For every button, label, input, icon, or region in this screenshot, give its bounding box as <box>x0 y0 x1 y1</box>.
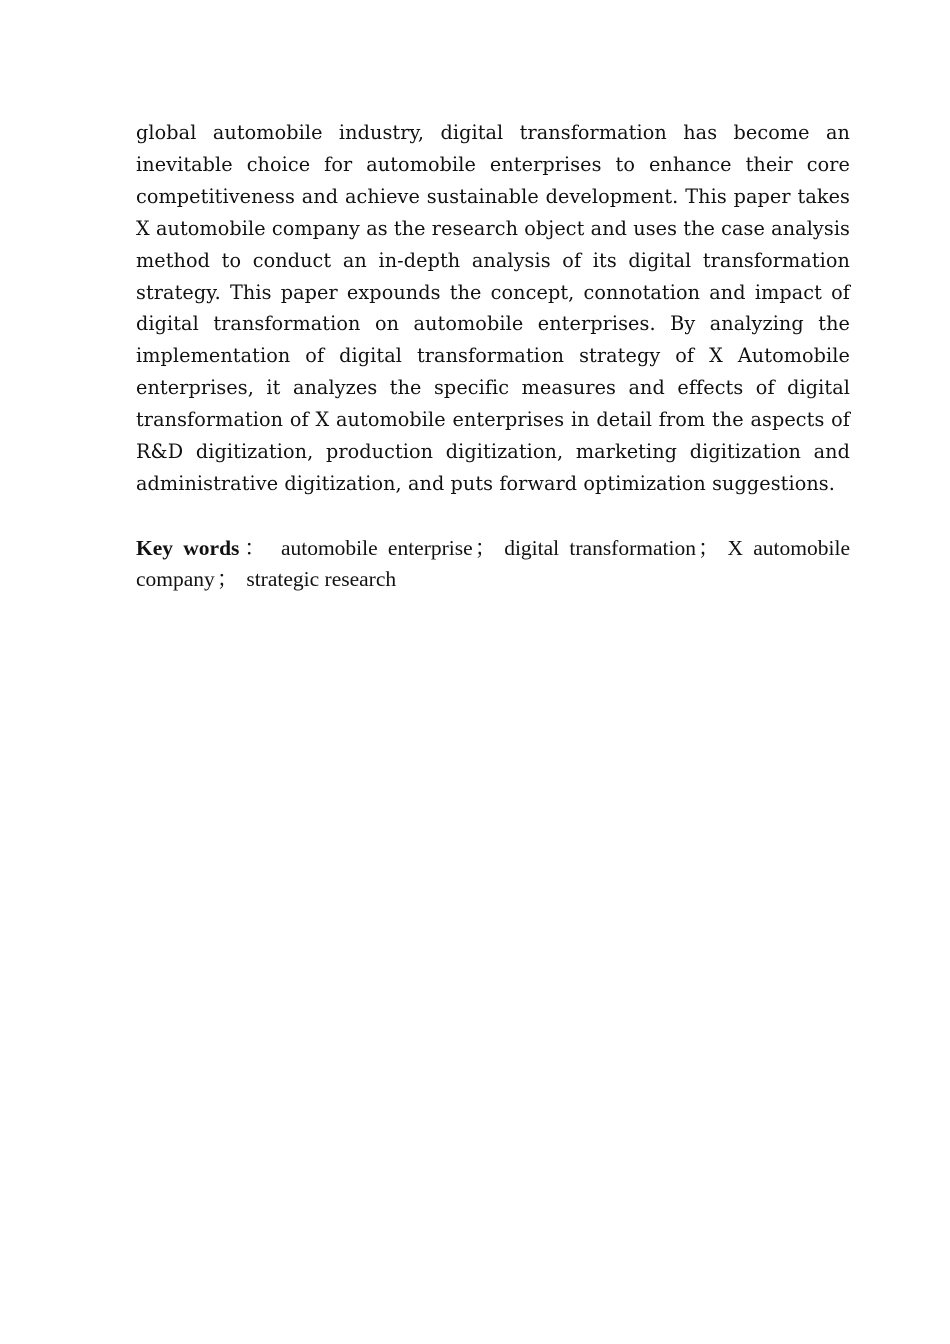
keyword-separator: ； <box>216 566 239 591</box>
abstract-paragraph: global automobile industry, digital transformation has become an inevitable choice for automobile enterprises to enhance their core competitiveness and achieve sustainable development. This paper takes X automobile company as the research object and uses the case analysis method to conduct an in-depth analysis of its digital transformation strategy. This paper expounds the concept, connotation and impact of digital transformation on automobile enterprises. By analyzing the implementation of digital transformation strategy of X Automobile enterprises, it analyzes the specific measures and effects of digital transformation of X automobile enterprises in detail from the aspects of R&D digitization, production digitization, marketing digitization and administrative digitization, and puts forward optimization suggestions. <box>136 121 850 495</box>
keyword-item: automobile enterprise <box>280 535 473 560</box>
keywords-label: Key words <box>136 535 240 560</box>
document-page <box>136 117 850 595</box>
keyword-item: X automobile company <box>136 535 850 591</box>
keywords-line <box>136 533 850 595</box>
keyword-item: digital transformation <box>504 535 696 560</box>
keyword-item: strategic research <box>246 566 397 591</box>
keywords-colon: ： <box>239 535 271 560</box>
keyword-separator: ； <box>474 535 497 560</box>
keyword-separator: ； <box>697 535 720 560</box>
